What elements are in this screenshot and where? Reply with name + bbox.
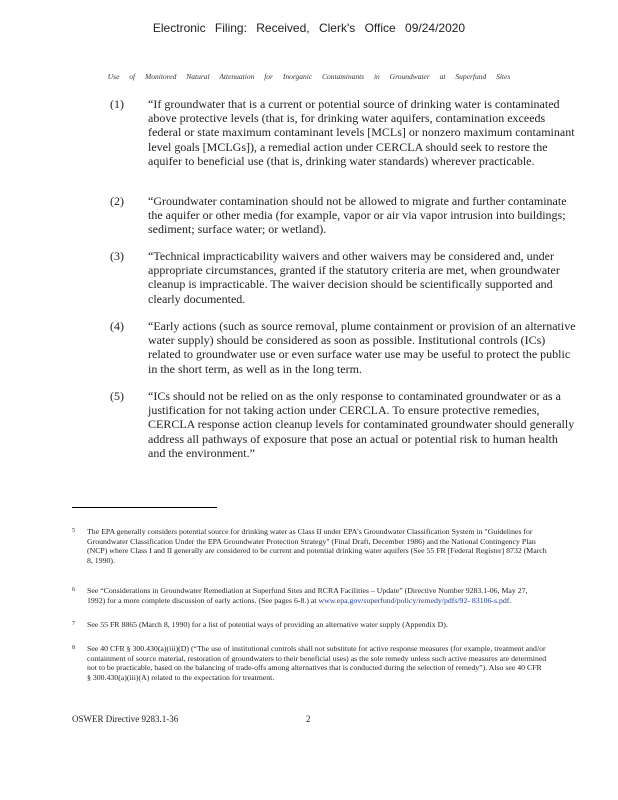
footnote-text: The EPA generally considers potential source for drinking water as Class II under EPA's Groundwater Classification System in "Guidelines for Groundwater Classification Under the EPA Groundwater Protection Strategy" (Final Draft, December 1986) and the National Contingency Plan (NCP) where Class I and II generally are considered to be current and potential drinking water aquifers (See 55 FR [Federal Register] 8732 (March 8, 1990). [87,527,547,565]
item-number: (3) [110,249,124,263]
footnote-text: See 40 CFR § 300.430(a)(iii)(D) (“The use of institutional controls shall not substitute for active response measures (for example, treatment and/or containment of source material, restoration of groundwaters to their beneficial uses) as the sole remedy unless such active measures are determined not to be practicable, based on the balancing of trade-offs among alternatives that is conducted during the selection of remedy”). Also see 40 CFR § 300.430(a)(iii)(A) related to the expectation for treatment. [87,644,547,682]
running-head: Use of Monitored Natural Attenuation for Inorganic Contaminants in Groundwater at Superfund Sites [107,72,511,81]
page-number: 2 [306,714,311,724]
footnote-text: See 55 FR 8865 (March 8, 1990) for a list of potential ways of providing an alternative water supply (Appendix D). [87,620,448,629]
filing-banner: Electronic Filing: Received, Clerk's Office 09/24/2020 [152,21,466,35]
item-text: “Early actions (such as source removal, plume containment or provision of an alternative water supply) should be considered as soon as possible. Institutional controls (ICs) related to groundwater use or even surface water use may be useful to protect the public in the short term, as well as in the long term. [148,319,576,376]
item-text: “If groundwater that is a current or potential source of drinking water is contaminated above protective levels (that is, for drinking water aquifers, contamination exceeds federal or state maximum contaminant levels [MCLs] or nonzero maximum contaminant level goals [MCLGs]), a remedial action under CERCLA should seek to restore the aquifer to beneficial use (that is, drinking water standards) wherever practicable. [148,97,575,168]
footnote-mark: 5 [72,528,75,534]
footnote-mark: 7 [72,621,75,627]
item-text: “Technical impracticability waivers and other waivers may be considered and, under appropriate circumstances, granted if the statutory criteria are met, when groundwater cleanup is impracticable. The waiver decision should be scientifically supported and clearly documented. [148,249,560,306]
item-number: (5) [110,389,124,403]
footnote-text-post: . [509,595,512,605]
footnote-mark: 6 [72,587,75,593]
item-number: (2) [110,194,124,208]
footnote-text-pre: See “Considerations in Groundwater Remediation at Superfund Sites and RCRA Facilities – Update” (Directive Number 9283.1-06, May 27, 1992) for a more complete discussion of early actions. (See pages 6-8.) at [87,586,528,605]
item-text: “Groundwater contamination should not be allowed to migrate and further contaminate the aquifer or other media (for example, vapor or air via vapor intrusion into buildings; sediment; surface water; or wetland). [148,194,567,237]
footnote-link[interactable]: www.epa.gov/superfund/policy/remedy/pdfs/92- 83106-s.pdf [318,595,510,605]
item-text: “ICs should not be relied on as the only response to contaminated groundwater or as a justification for not taking action under CERCLA. To ensure protective remedies, CERCLA response action cleanup levels for contaminated groundwater should generally address all pathways of exposure that pose an actual or potential risk to human health and the environment.” [148,389,575,460]
footnote-separator [72,507,217,508]
footnote-mark: 8 [72,645,75,651]
item-number: (4) [110,319,124,333]
footer-directive: OSWER Directive 9283.1-36 [72,714,179,724]
item-number: (1) [110,97,124,111]
footnote-text [87,586,547,605]
